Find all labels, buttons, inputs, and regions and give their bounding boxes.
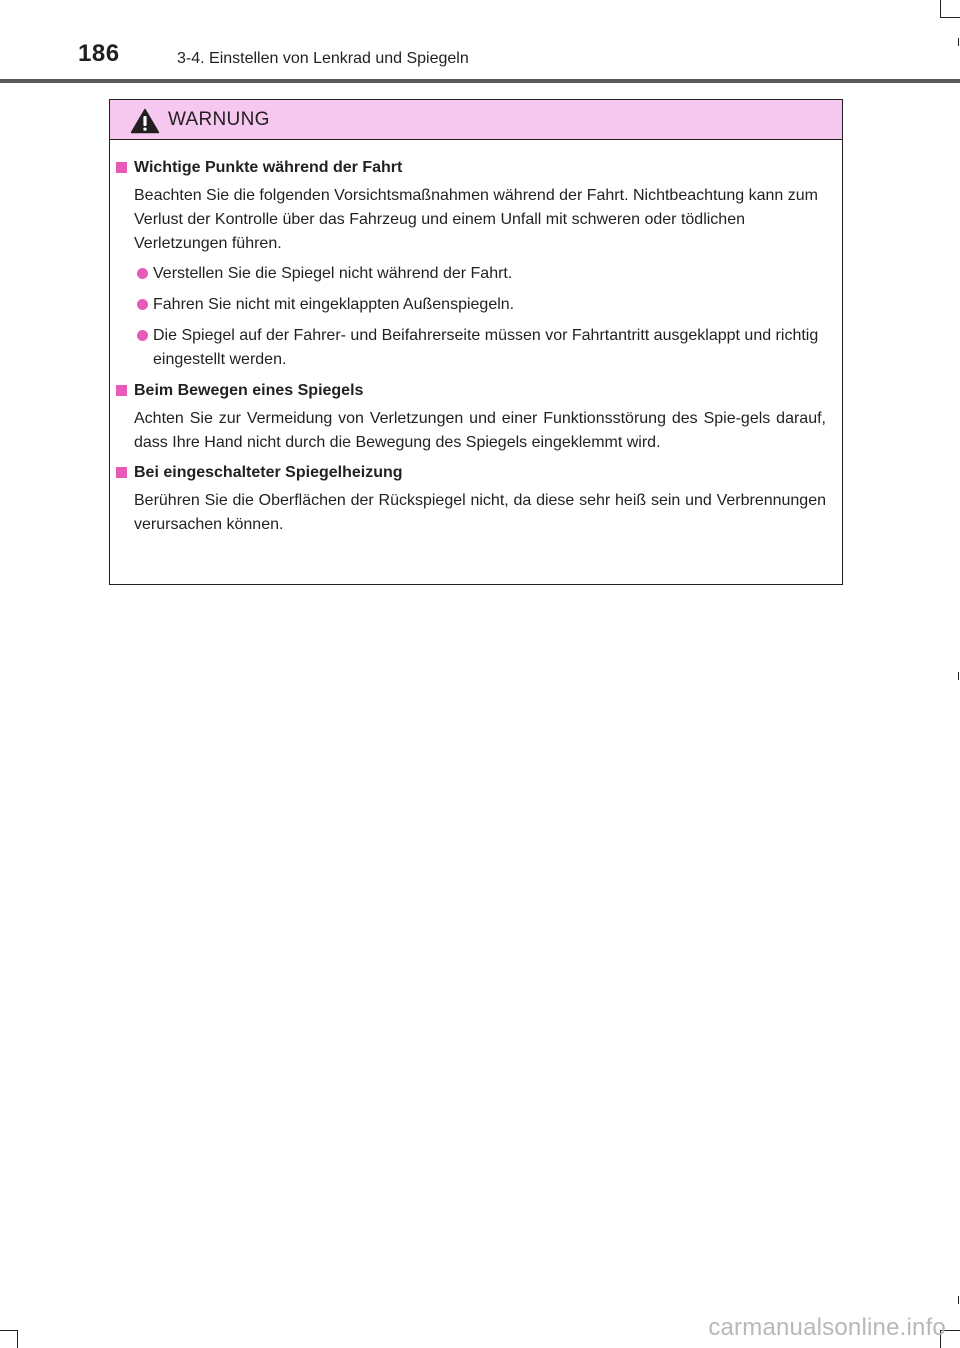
warning-triangle-icon xyxy=(130,108,160,134)
list-item-text: Verstellen Sie die Spiegel nicht während der Fahrt. xyxy=(153,265,513,282)
chapter-title: 3-4. Einstellen von Lenkrad und Spiegeln xyxy=(177,50,469,67)
section-heading xyxy=(110,156,842,180)
warning-header xyxy=(110,100,842,140)
list-item xyxy=(110,324,842,372)
warning-title: WARNUNG xyxy=(168,109,270,130)
round-bullet-icon xyxy=(137,268,148,279)
list-item xyxy=(110,293,842,317)
crop-mark xyxy=(958,672,959,680)
crop-mark xyxy=(940,17,960,18)
section-heading xyxy=(110,379,842,403)
section-paragraph: Beachten Sie die folgenden Vorsichtsmaßnahmen während der Fahrt. Nichtbeachtung kann zum Verlust der Kontrolle über das Fahrzeug und einem Unfall mit schweren oder tödlichen Verletzungen führen. xyxy=(134,187,818,252)
section-heading-text: Wichtige Punkte während der Fahrt xyxy=(134,159,403,176)
round-bullet-icon xyxy=(137,330,148,341)
section-heading xyxy=(110,461,842,485)
warning-box xyxy=(109,99,843,585)
list-item-text: Die Spiegel auf der Fahrer- und Beifahrerseite müssen vor Fahrtantritt ausgeklappt und richtig eingestellt werden. xyxy=(153,327,819,368)
square-bullet-icon xyxy=(116,385,127,396)
square-bullet-icon xyxy=(116,467,127,478)
list-item xyxy=(110,262,842,286)
section-paragraph: Achten Sie zur Vermeidung von Verletzungen und einer Funktionsstörung des Spie-gels darauf, dass Ihre Hand nicht durch die Bewegung des Spiegels eingeklemmt wird. xyxy=(134,410,826,451)
warning-body xyxy=(110,140,842,537)
crop-mark xyxy=(17,1330,18,1348)
square-bullet-icon xyxy=(116,162,127,173)
section-paragraph: Berühren Sie die Oberflächen der Rückspiegel nicht, da diese sehr heiß sein und Verbrennungen verursachen können. xyxy=(134,492,826,533)
section-heading-text: Bei eingeschalteter Spiegelheizung xyxy=(134,464,403,481)
crop-mark xyxy=(958,1296,959,1304)
watermark: carmanualsonline.info xyxy=(708,1314,946,1341)
header-rule xyxy=(0,79,960,83)
section-heading-text: Beim Bewegen eines Spiegels xyxy=(134,382,364,399)
crop-mark xyxy=(0,1330,18,1331)
crop-mark xyxy=(940,0,941,18)
round-bullet-icon xyxy=(137,299,148,310)
list-item-text: Fahren Sie nicht mit eingeklappten Außenspiegeln. xyxy=(153,296,515,313)
crop-mark xyxy=(958,38,959,46)
page-number: 186 xyxy=(78,40,120,67)
